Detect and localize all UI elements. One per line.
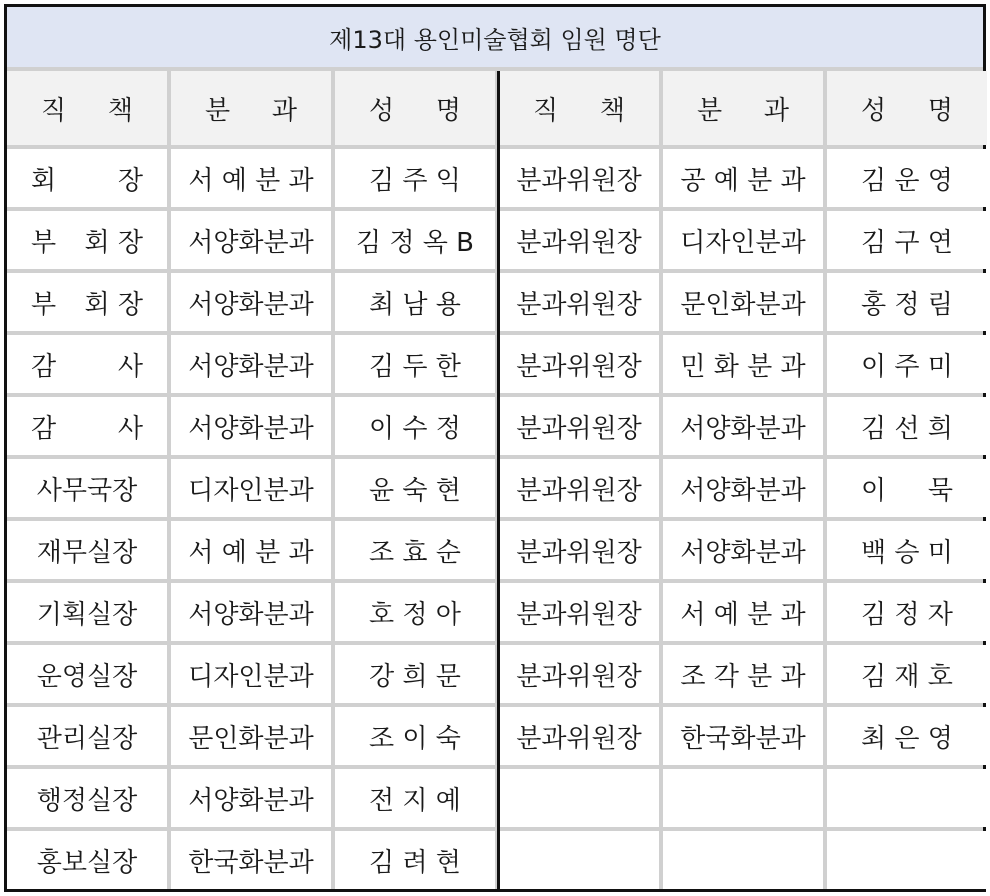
division-cell xyxy=(663,769,823,827)
column-group-divider xyxy=(497,71,500,889)
position-cell: 분과위원장 xyxy=(499,397,659,455)
name-cell: 김 선 희 xyxy=(827,397,987,455)
position-part: 회 xyxy=(31,165,57,196)
header-position-right xyxy=(499,71,659,145)
name-cell xyxy=(827,769,987,827)
header-char: 책 xyxy=(107,95,133,126)
header-char: 과 xyxy=(271,95,297,126)
name-cell: 윤 숙 현 xyxy=(335,459,495,517)
position-cell: 분과위원장 xyxy=(499,211,659,269)
roster-grid xyxy=(7,71,983,889)
header-char: 명 xyxy=(927,95,953,126)
position-part: 사 xyxy=(117,351,143,382)
position-text: 기획실장 xyxy=(36,599,138,630)
position-cell: 분과위원장 xyxy=(499,583,659,641)
header-name-left xyxy=(335,71,495,145)
name-cell: 호 정 아 xyxy=(335,583,495,641)
header-division-left xyxy=(171,71,331,145)
position-cell xyxy=(7,397,167,455)
division-cell: 서양화분과 xyxy=(171,335,331,393)
position-cell xyxy=(7,335,167,393)
division-cell: 한국화분과 xyxy=(663,707,823,765)
position-cell xyxy=(499,769,659,827)
position-part: 감 xyxy=(31,413,57,444)
header-name-right xyxy=(827,71,987,145)
position-cell: 분과위원장 xyxy=(499,645,659,703)
position-cell: 분과위원장 xyxy=(499,335,659,393)
position-part: 부 xyxy=(31,227,57,258)
name-cell: 김 운 영 xyxy=(827,149,987,207)
header-char: 성 xyxy=(861,95,887,126)
position-cell xyxy=(7,769,167,827)
header-position-left xyxy=(7,71,167,145)
name-part: 이 xyxy=(861,475,887,506)
header-char: 성 xyxy=(369,95,395,126)
header-char: 분 xyxy=(205,95,231,126)
header-char: 직 xyxy=(41,95,67,126)
position-cell xyxy=(7,211,167,269)
division-cell: 서 예 분 과 xyxy=(171,149,331,207)
position-cell: 분과위원장 xyxy=(499,273,659,331)
position-cell xyxy=(499,831,659,889)
name-cell: 홍 정 림 xyxy=(827,273,987,331)
division-cell: 조 각 분 과 xyxy=(663,645,823,703)
officer-roster-table xyxy=(4,4,986,892)
position-part: 회 장 xyxy=(84,289,143,320)
name-cell xyxy=(827,831,987,889)
position-cell xyxy=(7,831,167,889)
division-cell: 서 예 분 과 xyxy=(663,583,823,641)
division-cell: 서양화분과 xyxy=(171,397,331,455)
division-cell: 디자인분과 xyxy=(171,459,331,517)
division-cell: 서양화분과 xyxy=(171,273,331,331)
name-cell: 최 남 용 xyxy=(335,273,495,331)
position-part: 회 장 xyxy=(84,227,143,258)
position-text: 운영실장 xyxy=(36,661,138,692)
position-text: 재무실장 xyxy=(36,537,138,568)
division-cell: 민 화 분 과 xyxy=(663,335,823,393)
name-cell: 김 정 자 xyxy=(827,583,987,641)
division-cell: 서양화분과 xyxy=(171,583,331,641)
division-cell: 문인화분과 xyxy=(663,273,823,331)
position-text: 홍보실장 xyxy=(36,847,138,878)
position-part: 부 xyxy=(31,289,57,320)
position-text: 행정실장 xyxy=(36,785,138,816)
name-cell: 백 승 미 xyxy=(827,521,987,579)
position-cell: 분과위원장 xyxy=(499,521,659,579)
name-cell xyxy=(827,459,987,517)
division-cell: 서 예 분 과 xyxy=(171,521,331,579)
header-division-right xyxy=(663,71,823,145)
division-cell: 서양화분과 xyxy=(171,211,331,269)
position-text: 관리실장 xyxy=(36,723,138,754)
name-cell: 김 구 연 xyxy=(827,211,987,269)
position-text: 사무국장 xyxy=(36,475,138,506)
position-cell xyxy=(7,459,167,517)
name-cell: 김 정 옥 B xyxy=(335,211,495,269)
name-cell: 김 두 한 xyxy=(335,335,495,393)
header-char: 분 xyxy=(697,95,723,126)
position-cell xyxy=(7,707,167,765)
name-cell: 김 주 익 xyxy=(335,149,495,207)
division-cell xyxy=(663,831,823,889)
name-part: 묵 xyxy=(927,475,953,506)
name-cell: 강 희 문 xyxy=(335,645,495,703)
header-char: 과 xyxy=(763,95,789,126)
name-cell: 전 지 예 xyxy=(335,769,495,827)
position-cell xyxy=(7,149,167,207)
division-cell: 공 예 분 과 xyxy=(663,149,823,207)
position-part: 장 xyxy=(117,165,143,196)
header-char: 책 xyxy=(599,95,625,126)
position-cell: 분과위원장 xyxy=(499,459,659,517)
name-cell: 김 려 현 xyxy=(335,831,495,889)
division-cell: 서양화분과 xyxy=(663,397,823,455)
position-cell: 분과위원장 xyxy=(499,707,659,765)
position-cell xyxy=(7,521,167,579)
division-cell: 서양화분과 xyxy=(663,459,823,517)
division-cell: 디자인분과 xyxy=(663,211,823,269)
name-cell: 이 수 정 xyxy=(335,397,495,455)
position-cell xyxy=(7,273,167,331)
position-part: 감 xyxy=(31,351,57,382)
name-cell: 조 효 순 xyxy=(335,521,495,579)
position-cell xyxy=(7,645,167,703)
name-cell: 최 은 영 xyxy=(827,707,987,765)
header-char: 직 xyxy=(533,95,559,126)
name-cell: 김 재 호 xyxy=(827,645,987,703)
name-cell: 이 주 미 xyxy=(827,335,987,393)
division-cell: 디자인분과 xyxy=(171,645,331,703)
division-cell: 한국화분과 xyxy=(171,831,331,889)
position-cell xyxy=(7,583,167,641)
division-cell: 서양화분과 xyxy=(663,521,823,579)
division-cell: 문인화분과 xyxy=(171,707,331,765)
position-part: 사 xyxy=(117,413,143,444)
header-char: 명 xyxy=(435,95,461,126)
name-cell: 조 이 숙 xyxy=(335,707,495,765)
position-cell: 분과위원장 xyxy=(499,149,659,207)
division-cell: 서양화분과 xyxy=(171,769,331,827)
table-title: 제13대 용인미술협회 임원 명단 xyxy=(7,7,983,67)
